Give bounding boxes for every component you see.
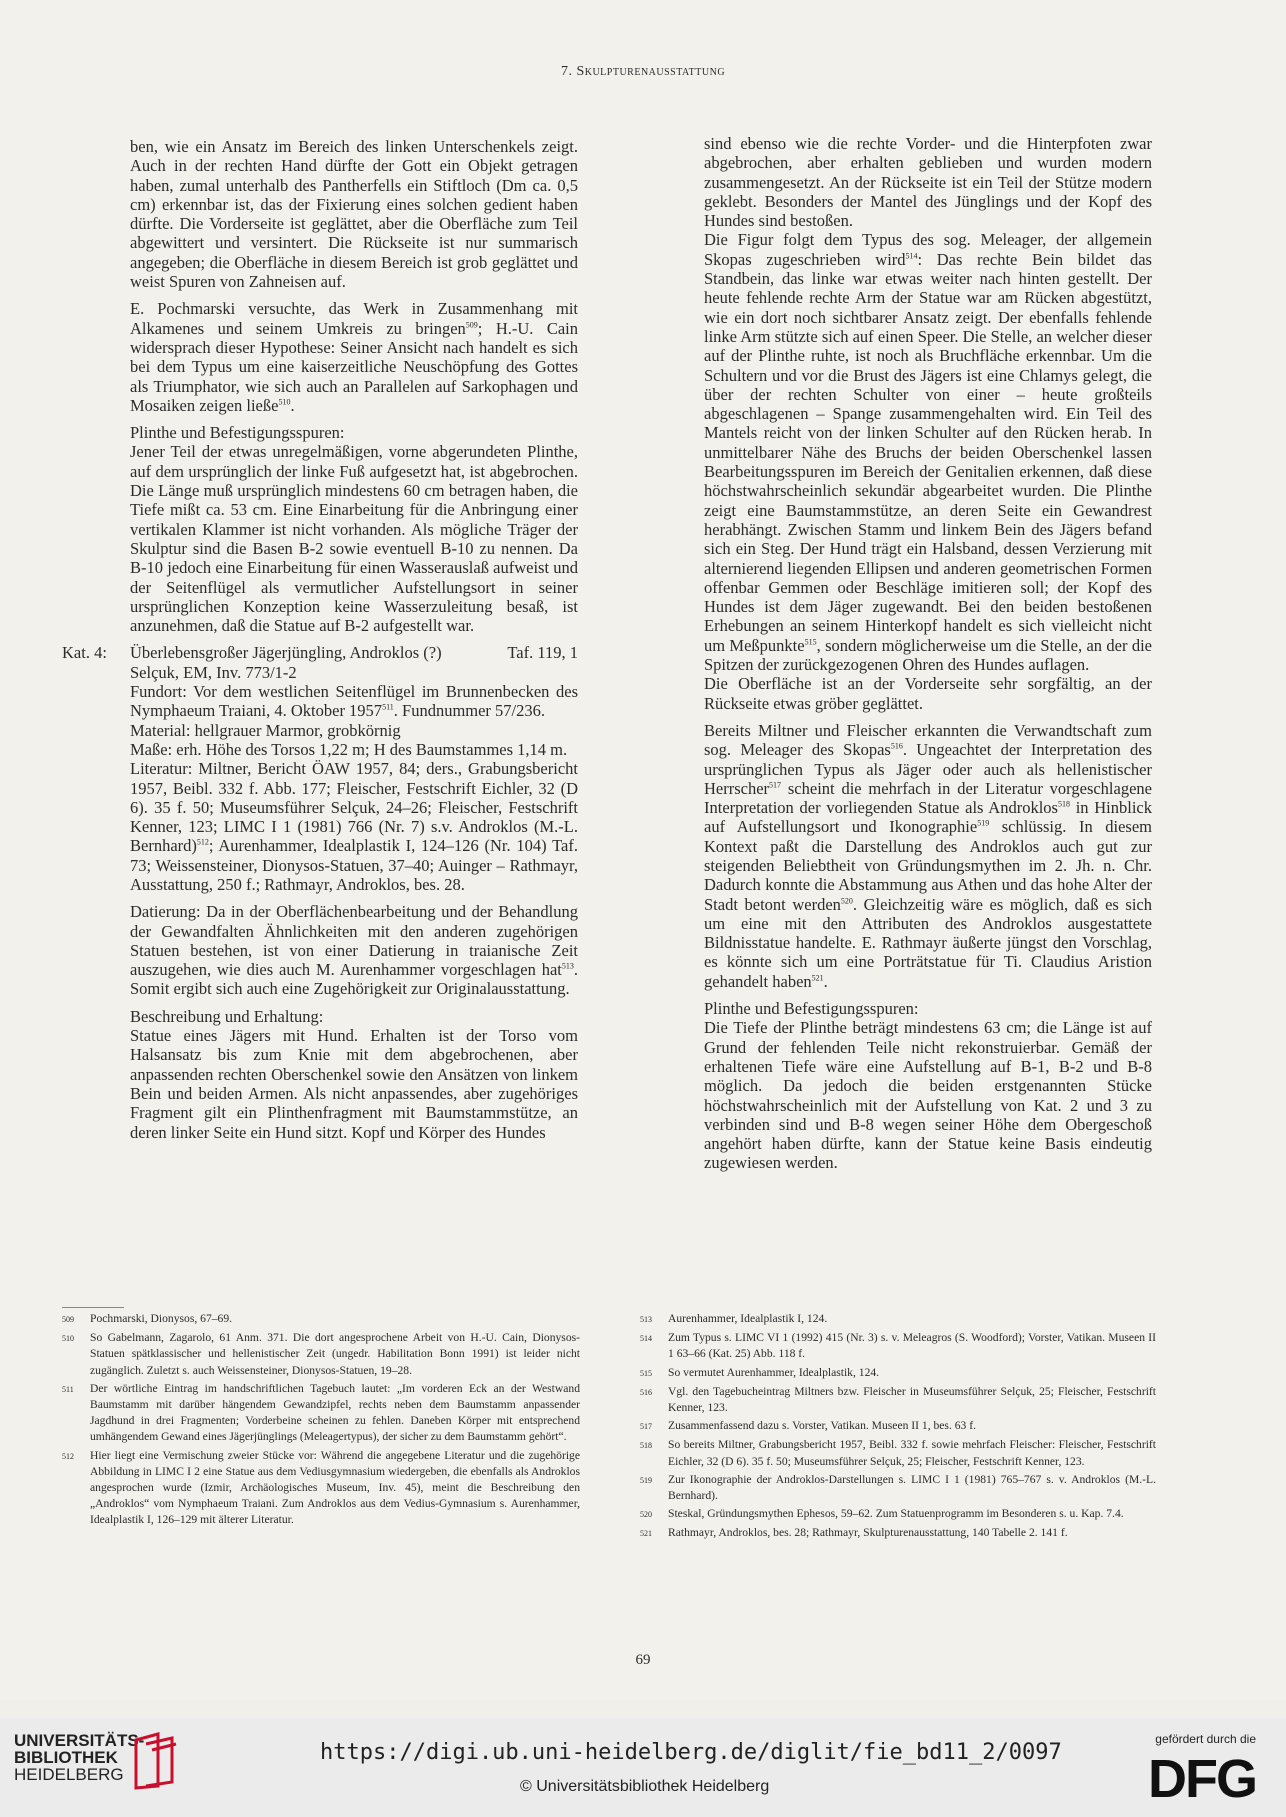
copyright-notice: © Universitätsbibliothek Heidelberg [520, 1778, 770, 1795]
footnote-ref[interactable]: 515 [804, 637, 817, 647]
footnote: 511 Der wörtliche Eintrag im handschriftlichen Tagebuch lautet: „Im vorderen Eck an der Westwand Baumstamm mit darüber hängendem Gewandzipfel, rechts neben dem Baumstamm anpassender Jagdhund in drei Fragmenten; Vorderbeine scheinen zu fehlen. Daneben Körper mit entsprechend umhängendem Gewand eines Jägerjünglings (Meleagertypus), der sicher zu dem Baumstamm gehört“. [62, 1381, 580, 1444]
literature-line: Literatur: Miltner, Bericht ÖAW 1957, 84; ders., Grabungsbericht 1957, Beibl. 332 f. Abb. 177; Fleischer, Festschrift Eichler, 32 (D 6). 35 f. 50; Museumsführer Selçuk, 24–26; Fleischer, Festschrift Kenner, 123; LIMC I 1 (1981) 766 (Nr. 7) s.v. Androklos (M.-L. Bernhard)$^{512}$; Aurenhammer, Idealplastik I, 124–126 (Nr. 104) Taf. 73; Weissensteiner, Dionysos-Statuen, 37–40; Auinger – Rathmayr, Ausstattung, 250 f.; Rathmayr, Androklos, bes. 28. [130, 759, 578, 894]
paragraph: Datierung: Da in der Oberflächenbearbeitung und der Behandlung der Gewandfalten Ähnlichkeiten mit den anderen zugehörigen Statuen bestehen, ist von einer Datierung in traianische Zeit auszugehen, wie dies auch M. Aurenhammer vorgeschlagen hat$^{513}$. Somit ergibt sich auch eine Zugehörigkeit zur Originalausstattung. [130, 902, 578, 999]
footnote: 519 Zur Ikonographie der Androklos-Darstellungen s. LIMC I 1 (1981) 765–767 s. v. Androklos (M.-L. Bernhard). [640, 1472, 1156, 1503]
section-heading: Plinthe und Befestigungsspuren: [704, 999, 919, 1019]
footnote: 509 Pochmarski, Dionysos, 67–69. [62, 1312, 233, 1325]
paragraph: Die Tiefe der Plinthe beträgt mindestens 63 cm; die Länge ist auf Grund der fehlenden Teile nicht rekonstruierbar. Gemäß der erhaltenen Tiefe wäre eine Aufstellung auf B-1, B-2 und B-8 möglich. Da jedoch die beiden erstgenannten Stücke höchstwahrscheinlich mit der Aufstellung von Kat. 2 und 3 zu verbinden sind und B-8 wegen seiner Höhe dem Obergeschoß angehört haben dürfte, kann der Statue keine Basis eindeutig zugewiesen werden. [704, 1018, 1152, 1173]
footnote: 521 Rathmayr, Androklos, bes. 28; Rathmayr, Skulpturenausstattung, 140 Tabelle 2. 141 f. [640, 1526, 1068, 1540]
footer-bar [0, 1718, 1286, 1817]
paragraph: Jener Teil der etwas unregelmäßigen, vorne abgerundeten Plinthe, auf dem ursprünglich der linke Fuß aufgesetzt hat, ist abgebrochen. Die Länge muß ursprünglich mindestens 60 cm betragen haben, die Tiefe mißt ca. 53 cm. Eine Einarbeitung für die Anbringung einer vertikalen Klammer ist nicht vorhanden. Als mögliche Träger der Skulptur sind die Basen B-2 sowie eventuell B-10 zu nennen. Da B-10 jedoch eine Einarbeitung für einen Wasserauslaß aufweist und der Seitenflügel als vermutlicher Aufstellungsort in seiner ursprünglichen Konzeption keine Wasserzuleitung besaß, ist anzunehmen, daß die Statue auf B-2 aufgestellt war. [130, 442, 578, 636]
dimensions-line: Maße: erh. Höhe des Torsos 1,22 m; H des Baumstammes 1,14 m. [130, 739, 568, 759]
footnote: 512 Hier liegt eine Vermischung zweier Stücke vor: Während die angegebene Literatur und die zugehörige Abbildung in LIMC I 2 eine Statue aus dem Vediusgymnasium wiedergeben, die ebenfalls als Androklos angesprochen wurde (Izmir, Archäologisches Museum, Inv. 45), meint die Beschreibung den „Androklos“ vom Nymphaeum Traiani. Zum Androklos aus dem Vedius-Gymnasium s. Aurenhammer, Idealplastik I, 126–129 mit älterer Literatur. [62, 1448, 580, 1527]
dfg-logo[interactable]: DFG [1148, 1749, 1256, 1809]
footnote-ref[interactable]: 517 [769, 780, 782, 790]
footnote-ref[interactable]: 516 [890, 741, 903, 751]
running-header: 7. Skulpturenausstattung [560, 64, 726, 79]
funding-note: gefördert durch die [1155, 1732, 1256, 1746]
footnote-ref[interactable]: 509 [465, 320, 478, 330]
paragraph: Statue eines Jägers mit Hund. Erhalten ist der Torso vom Halsansatz bis zum Knie mit dem abgebrochenen, aber anpassenden rechten Oberschenkel sowie den Ansätzen von linkem Bein und beiden Armen. Als nicht anpassendes, aber zugehöriges Fragment gilt ein Plinthenfragment mit Baumstammstütze, an deren linker Seite ein Hund sitzt. Kopf und Körper des Hundes [130, 1026, 578, 1142]
footnote-ref[interactable]: 518 [1057, 799, 1070, 809]
findspot-line: Fundort: Vor dem westlichen Seitenflügel im Brunnenbecken des Nymphaeum Traiani, 4. Oktober 1957$^{511}$. Fundnummer 57/236. [130, 682, 578, 721]
footnote: 517 Zusammenfassend dazu s. Vorster, Vatikan. Museen II 1, bes. 63 f. [640, 1419, 976, 1433]
paragraph: ben, wie ein Ansatz im Bereich des linken Unterschenkels zeigt. Auch in der rechten Hand dürfte der Gott ein Objekt getragen haben, zumal unterhalb des Pantherfells ein Stiftloch (Dm ca. 0,5 cm) erkennbar ist, das der Fixierung eines solchen gedient haben dürfte. Die Vorderseite ist geglättet, aber die Oberfläche zum Teil abgewittert und versintert. Die Rückseite ist nur summarisch angegeben; die Oberfläche in diesem Bereich ist grob geglättet und weist Spuren von Zahneisen auf. [130, 137, 578, 292]
section-heading: Beschreibung und Erhaltung: [130, 1006, 324, 1026]
left-column [62, 137, 579, 1150]
footnote-ref[interactable]: 511 [382, 702, 394, 712]
footnote: 516 Vgl. den Tagebucheintrag Miltners bzw. Fleischer in Museumsführer Selçuk, 25; Fleischer, Festschrift Kenner, 123. [640, 1384, 1156, 1415]
paragraph: Die Oberfläche ist an der Vorderseite sehr sorgfältig, an der Rückseite etwas gröber geglättet. [704, 674, 1152, 713]
footnote-ref[interactable]: 520 [840, 896, 853, 906]
footnote: 515 So vermutet Aurenhammer, Idealplastik, 124. [640, 1365, 880, 1379]
footnote: 520 Steskal, Gründungsmythen Ephesos, 59–62. Zum Statuenprogramm im Besonderen s. u. Kap. 7.4. [640, 1507, 1124, 1521]
catalogue-label: Kat. 4: [62, 643, 107, 663]
footnote: 514 Zum Typus s. LIMC VI 1 (1992) 415 (Nr. 3) s. v. Meleagros (S. Woodford); Vorster, Vatikan. Museen II 1 63–66 (Kat. 25) Abb. 118 f. [640, 1331, 1156, 1361]
footnote-ref[interactable]: 514 [905, 251, 918, 261]
footnote-ref[interactable]: 510 [278, 397, 291, 407]
library-logo-icon [132, 1732, 178, 1790]
footnotes-right [640, 1311, 1156, 1545]
catalogue-title: Überlebensgroßer Jägerjüngling, Androklos (?) [130, 643, 442, 663]
footnote-ref[interactable]: 521 [811, 973, 824, 983]
footnotes-left [62, 1311, 580, 1531]
permalink-url[interactable]: https://digi.ub.uni-heidelberg.de/diglit/fie_bd11_2/0097 [320, 1740, 1062, 1765]
footnote-ref[interactable]: 512 [196, 837, 209, 847]
footnote-ref[interactable]: 519 [977, 818, 990, 828]
footnote: 513 Aurenhammer, Idealplastik I, 124. [640, 1312, 828, 1325]
paragraph: Die Figur folgt dem Typus des sog. Meleager, der allgemein Skopas zugeschrieben wird$^{514}$: Das rechte Bein bildet das Standbein, das linke war etwas weiter nach hinten gestellt. Der heute fehlende rechte Arm der Statue war am Rücken abgestützt, wie ein dort noch sichtbarer Ansatz zeigt. Der ebenfalls fehlende linke Arm stützte sich auf einen Speer. Die Stelle, an welcher dieser auf der Plinthe ruhte, ist noch als Bruchfläche erkennbar. Um die Schultern und vor die Brust des Jägers ist eine Chlamys gelegt, die über der rechten Schulter von einer – heute großteils abgeschlagenen – Spange zusammengehalten wird. Ein Teil des Mantels reicht von der linken Schulter auf den Rücken herab. In unmittelbarer Nähe des Bruchs der beiden Oberschenkel lassen Bearbeitungsspuren im Bereich der Genitalien erkennen, daß diese höchstwahrscheinlich sekundär abgearbeitet wurden. Die Plinthe zeigt eine Baumstammstütze, an deren Seite ein Gewandrest herabhängt. Zwischen Stamm und linkem Bein des Jägers befand sich ein Steg. Der Hund trägt ein Halsband, dessen Verzierung mit alternierend liegenden Ellipsen und anderen geometrischen Formen offenbar Gemmen oder Beschläge imitieren soll; der Kopf des Hundes ist dem Jäger zugewandt. Bei den beiden bestoßenen Erhebungen an seinem Hinterkopf handelt es sich vielleicht nicht um Meßpunkte$^{515}$, sondern möglicherweise um die Stelle, an der die Spitzen der zurückgezogenen Ohren des Hundes auflagen. [704, 230, 1152, 675]
section-heading: Plinthe und Befestigungsspuren: [130, 423, 345, 443]
right-column [704, 134, 1152, 1181]
page-number: 69 [635, 1652, 651, 1668]
library-name[interactable]: UNIVERSITÄTS- BIBLIOTHEK HEIDELBERG [14, 1731, 145, 1784]
footnote-separator [62, 1307, 124, 1308]
footnote: 510 So Gabelmann, Zagarolo, 61 Anm. 371. Die dort angesprochene Arbeit von H.-U. Cain, Dionysos-Statuen spätklassischer und hellenistischer Zeit (ungedr. Habilitation Bonn 1991) ist leider nicht zugänglich. Zuletzt s. auch Weissensteiner, Dionysos-Statuen, 19–28. [62, 1331, 580, 1377]
paragraph: sind ebenso wie die rechte Vorder- und die Hinterpfoten zwar abgebrochen, aber erhalten geblieben und wurden modern zusammengesetzt. An der Rückseite ist ein Teil der Stütze modern geklebt. Besonders der Mantel des Jünglings und der Kopf des Hundes sind bestoßen. [704, 134, 1152, 231]
plate-reference: Taf. 119, 1 [507, 643, 578, 663]
material-line: Material: hellgrauer Marmor, grobkörnig [130, 720, 401, 740]
paragraph: Bereits Miltner und Fleischer erkannten die Verwandtschaft zum sog. Meleager des Skopas$^{516}$. Ungeachtet der Interpretation des ursprünglichen Typus als Jäger oder auch als hellenistischer Herrscher$^{517}$ scheint die mehrfach in der Literatur vorgeschlagene Interpretation der vorliegenden Statue als Androklos$^{518}$ in Hinblick auf Aufstellungsort und Ikonographie$^{519}$ schlüssig. In diesem Kontext paßt die Darstellung des Androklos auch gut zur steigenden Beliebtheit von Gründungsmythen im 2. Jh. n. Chr. Dadurch konnte die Abstammung aus Athen und das hohe Alter der Stadt betont werden$^{520}$. Gleichzeitig wäre es möglich, daß es sich um eine mit den Attributen des Androklos ausgestattete Bildnisstatue handelte. E. Rathmayr äußerte jüngst den Vorschlag, es könnte sich um eine Porträtstatue für Ti. Claudius Aristion gehandelt haben$^{521}$. [704, 720, 1153, 991]
footnote-ref[interactable]: 513 [561, 961, 574, 971]
footnote: 518 So bereits Miltner, Grabungsbericht 1957, Beibl. 332 f. sowie mehrfach Fleischer: Fleischer, Festschrift Eichler, 32 (D 6). 35 f. 50; Museumsführer Selçuk, 25; Fleischer, Festschrift Kenner, 123. [640, 1438, 1156, 1468]
paragraph: E. Pochmarski versuchte, das Werk in Zusammenhang mit Alkamenes und seinem Umkreis zu bringen$^{509}$; H.-U. Cain widersprach dieser Hypothese: Seiner Ansicht nach handelt es sich bei dem Typus um eine kaiserzeitliche Neuschöpfung des Gottes als Triumphator, wie sich auch an Parallelen auf Sarkophagen und Mosaiken zeigen ließe$^{510}$. [130, 299, 579, 415]
inventory-line: Selçuk, EM, Inv. 773/1-2 [130, 662, 297, 682]
catalogue-entry [62, 643, 578, 894]
